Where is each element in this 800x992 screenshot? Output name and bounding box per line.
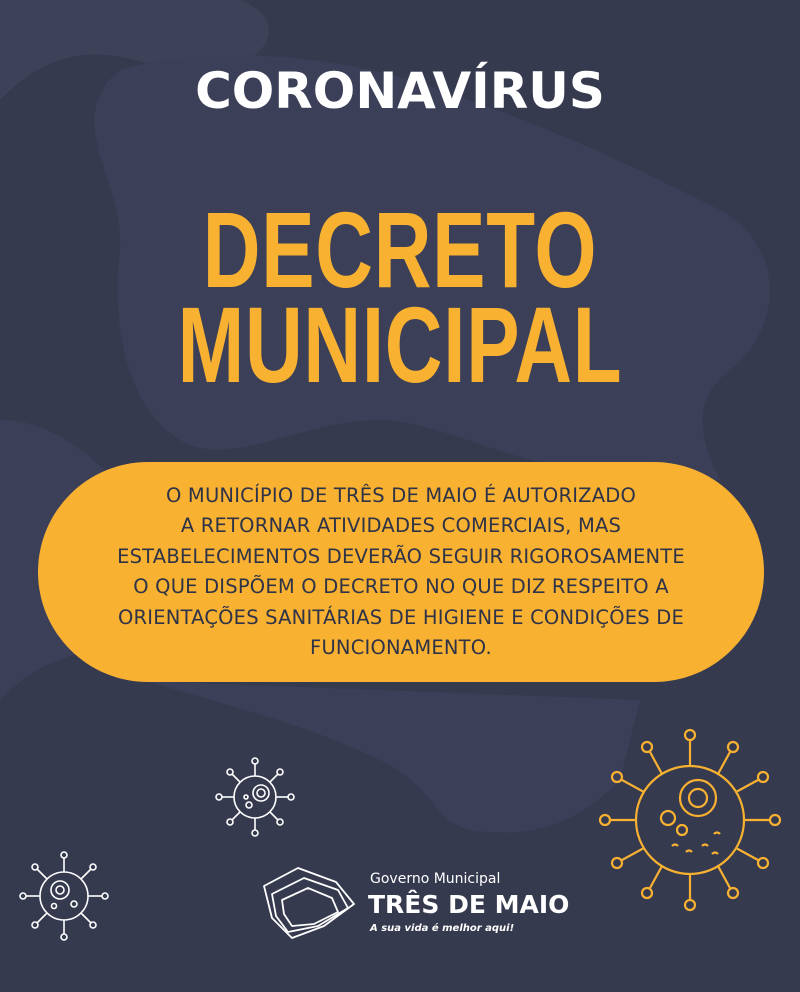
notice-line: A RETORNAR ATIVIDADES COMERCIAIS, MAS (180, 514, 622, 537)
title-line-2: MUNICIPAL (177, 284, 623, 405)
virus-icon (14, 846, 114, 946)
notice-line: O QUE DISPÕEM O DECRETO NO QUE DIZ RESPEITO A (133, 575, 669, 598)
notice-line: ORIENTAÇÕES SANITÁRIAS DE HIGIENE E CONDIÇÕES DE (117, 605, 685, 629)
title-line-1: DECRETO (202, 189, 598, 310)
notice-box (38, 462, 764, 682)
brand-slogan: A sua vida é melhor aqui! (370, 923, 515, 934)
virus-icon (212, 754, 298, 840)
notice-line: ESTABELECIMENTOS DEVERÃO SEGUIR RIGOROSAMENTE (117, 544, 685, 568)
headline: CORONAVÍRUS (195, 62, 605, 120)
notice-line: FUNCIONAMENTO. (310, 636, 492, 659)
brand-name: TRÊS DE MAIO (368, 890, 570, 919)
logo-icon (258, 864, 358, 944)
brand-subtitle: Governo Municipal (370, 871, 501, 887)
notice-line: O MUNICÍPIO DE TRÊS DE MAIO É AUTORIZADO (165, 483, 637, 507)
notice-text (71, 481, 731, 664)
virus-icon (590, 720, 790, 920)
